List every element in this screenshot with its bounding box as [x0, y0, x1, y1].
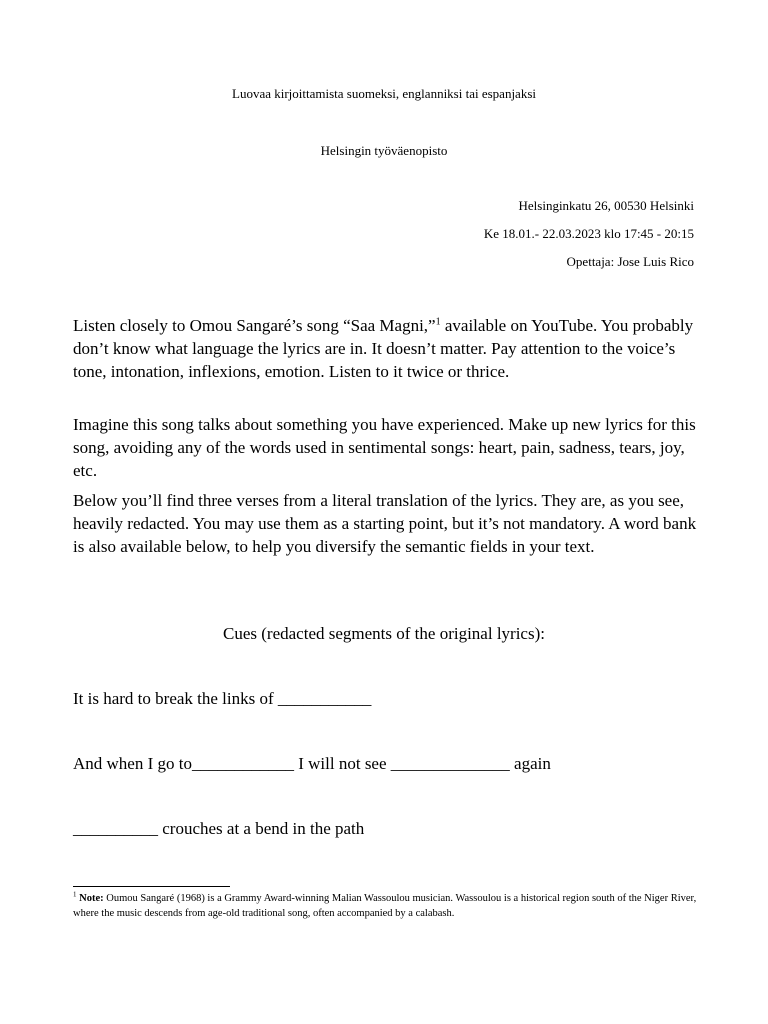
footnote-reference: 1: [435, 316, 441, 328]
footnote: [73, 891, 698, 921]
paragraph-listen-end: available on YouTube. You probably don’t know what language the lyrics are in. It doesn’t matter. Pay attention to the voice’s tone, intonation, inflexions, emotion. Listen to it twice or thrice.: [73, 316, 694, 381]
paragraph-verses: Below you’ll find three verses from a literal translation of the lyrics. They are, as you see, heavily redacted. You may use them as a starting point, but it’s not mandatory. A word bank is also available below, to help you diversify the semantic fields in your text.: [73, 491, 697, 556]
paragraph-listen: [73, 314, 698, 383]
paragraph-imagine: Imagine this song talks about something you have experienced. Make up new lyrics for this song, avoiding any of the words used in sentimental songs: heart, pain, sadness, tears, joy, etc.: [73, 415, 696, 480]
cue-line-3: __________ crouches at a bend in the path: [73, 819, 365, 838]
schedule-line: Ke 18.01.- 22.03.2023 klo 17:45 - 20:15: [483, 226, 694, 241]
cue-line-1: It is hard to break the links of ___________: [73, 689, 372, 708]
cue-line-2: And when I go to____________ I will not see ______________ again: [73, 754, 551, 773]
footnote-label: Note:: [79, 893, 104, 904]
cues-heading: Cues (redacted segments of the original lyrics):: [223, 624, 545, 643]
teacher-line: Opettaja: Jose Luis Rico: [566, 254, 694, 269]
footnote-divider: [73, 886, 230, 887]
course-title: Luovaa kirjoittamista suomeksi, englanniksi tai espanjaksi: [232, 86, 536, 101]
paragraph-listen-start: Listen closely to Omou Sangaré’s song “Saa Magni,”: [73, 316, 436, 335]
institution-name: Helsingin työväenopisto: [320, 143, 448, 158]
footnote-text: Oumou Sangaré (1968) is a Grammy Award-winning Malian Wassoulou musician. Wassoulou is a historical region south of the Niger River, where the music descends from age-old traditional song, often accompanied by a calabash.: [73, 893, 697, 919]
address-line: Helsinginkatu 26, 00530 Helsinki: [518, 198, 694, 213]
footnote-marker: 1: [73, 890, 77, 899]
